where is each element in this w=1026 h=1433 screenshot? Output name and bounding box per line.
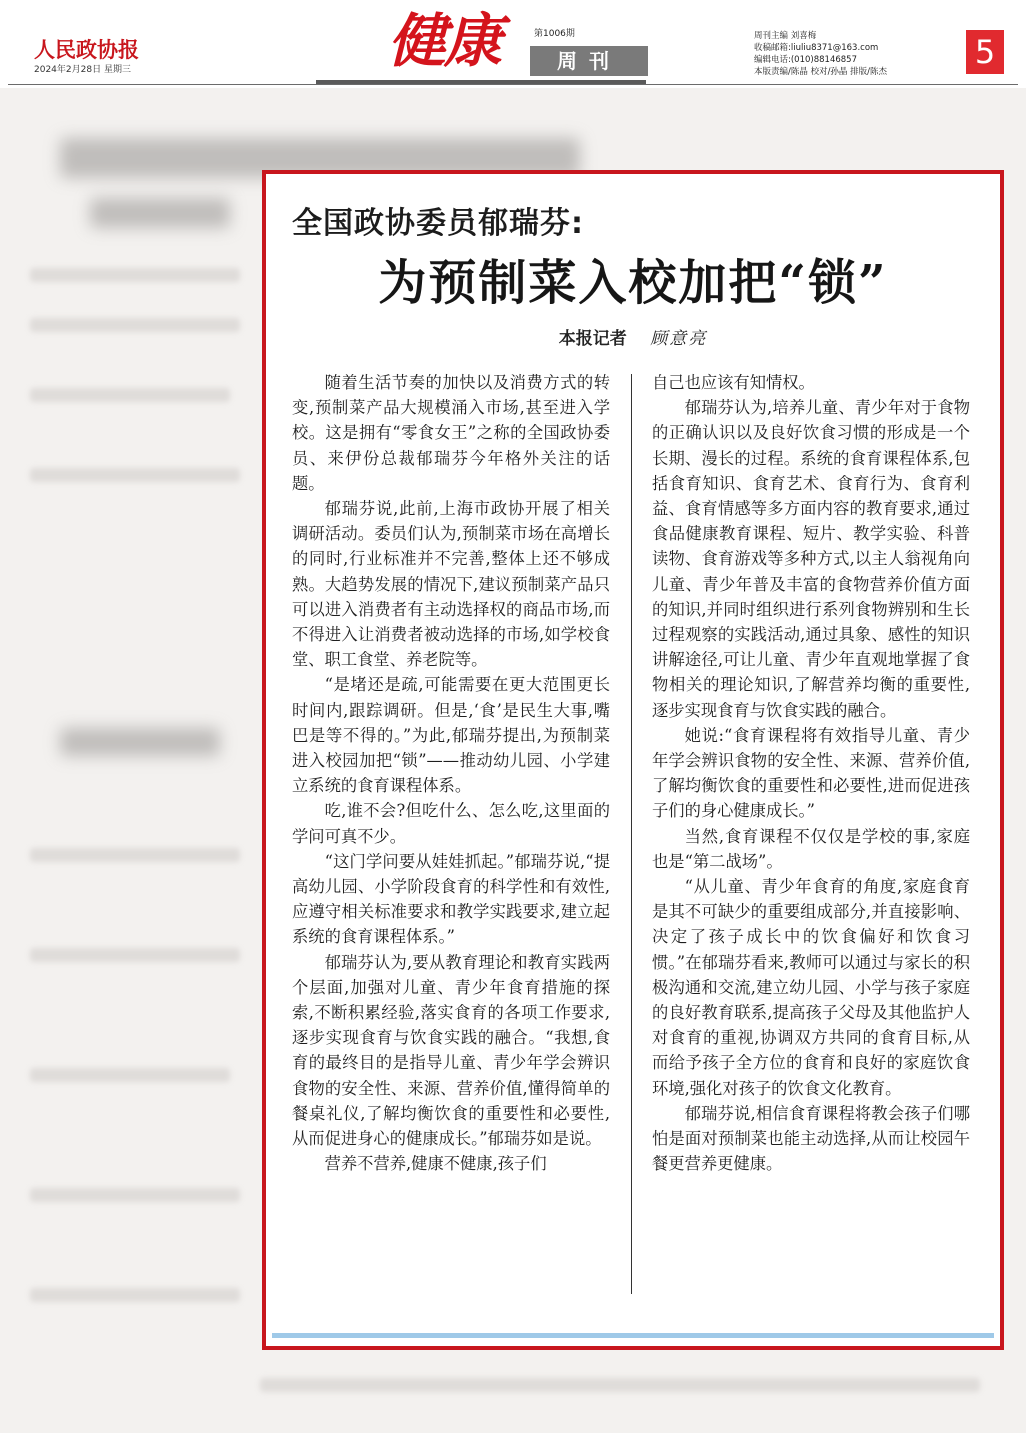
article-column-right — [652, 370, 970, 1177]
article-headline: 为预制菜入校加把“锁” — [378, 255, 888, 311]
byline-author: 顾意亮 — [650, 329, 708, 349]
column-divider — [631, 374, 632, 1294]
article-bottom-bar — [272, 1333, 994, 1338]
paper-date: 2024年2月28日 星期三 — [34, 65, 131, 75]
section-label: 周刊 — [530, 46, 648, 76]
credit-line: 周刊主编 刘喜梅 — [754, 31, 817, 41]
article-paragraph: 吃,谁不会?但吃什么、怎么吃,这里面的学问可真不少。 — [292, 801, 610, 846]
credit-line: 收稿邮箱:liuliu8371@163.com — [754, 43, 879, 53]
article-kicker: 全国政协委员郁瑞芬: — [292, 206, 584, 241]
blurred-headline — [60, 728, 220, 756]
article-paragraph: 营养不营养,健康不健康,孩子们 — [324, 1154, 547, 1174]
blurred-headline — [90, 198, 230, 228]
article-paragraph: 郁瑞芬说,此前,上海市政协开展了相关调研活动。委员们认为,预制菜市场在高增长的同时,行业标准并不完善,整体上还不够成熟。大趋势发展的情况下,建议预制菜产品只可以进入消费者有主动选择权的商品市场,而不得进入让消费者被动选择的市场,如学校食堂、职工食堂、养老院等。 — [292, 499, 610, 670]
section-banner — [316, 6, 646, 84]
banner-title: 健康 — [388, 7, 501, 75]
issue-number: 第1006期 — [534, 29, 575, 39]
article-paragraph: “这门学问要从娃娃抓起。”郁瑞芬说,“提高幼儿园、小学阶段食育的科学性和有效性,应遵守相关标准要求和教学实践要求,建立起系统的食育课程体系。” — [292, 851, 610, 947]
blurred-text — [260, 1378, 980, 1392]
article-byline — [266, 324, 1000, 349]
credit-line: 本版责编/陈晶 校对/孙晶 排版/陈杰 — [754, 67, 887, 77]
blurred-text — [30, 1188, 240, 1202]
paper-name: 人民政协报 — [34, 37, 139, 62]
article-paragraph: 她说:“食育课程将有效指导儿童、青少年学会辨识食物的安全性、来源、营养价值,了解均衡饮食的重要性和必要性,进而促进孩子们的身心健康成长。” — [652, 725, 970, 821]
masthead-rule — [8, 84, 1018, 85]
blurred-text — [30, 848, 240, 862]
article-paragraph: 郁瑞芬认为,要从教育理论和教育实践两个层面,加强对儿童、青少年食育措施的探索,不断积累经验,落实食育的各项工作要求,逐步实现食育与饮食实践的融合。“我想,食育的最终目的是指导儿童、青少年学会辨识食物的安全性、来源、营养价值,懂得简单的餐桌礼仪,了解均衡饮食的重要性和必要性,从而促进身心的健康成长。”郁瑞芬如是说。 — [292, 952, 610, 1149]
article-paragraph: “是堵还是疏,可能需要在更大范围更长时间内,跟踪调研。但是,‘食’是民生大事,嘴巴是等不得的。”为此,郁瑞芬提出,为预制菜进入校园加把“锁”——推动幼儿园、小学建立系统的食育课程体系。 — [292, 675, 610, 796]
article-paragraph: 当然,食育课程不仅仅是学校的事,家庭也是“第二战场”。 — [652, 826, 970, 871]
blurred-text — [30, 1068, 230, 1082]
masthead — [0, 0, 1026, 88]
article-paragraph: 随着生活节奏的加快以及消费方式的转变,预制菜产品大规模涌入市场,甚至进入学校。这是拥有“零食女王”之称的全国政协委员、来伊份总裁郁瑞芬今年格外关注的话题。 — [292, 373, 610, 493]
article-frame — [262, 170, 1004, 1350]
blurred-text — [30, 318, 240, 332]
blurred-text — [30, 388, 230, 402]
article-paragraph-continuation: 自己也应该有知情权。 — [652, 373, 815, 392]
page-number: 5 — [966, 30, 1004, 74]
editorial-credits — [754, 30, 887, 78]
blurred-text — [30, 268, 240, 282]
article-column-left — [292, 370, 610, 1177]
article-paragraph: 郁瑞芬说,相信食育课程将教会孩子们哪怕是面对预制菜也能主动选择,从而让校园午餐更营养更健康。 — [652, 1103, 970, 1174]
blurred-text — [30, 468, 240, 482]
article-paragraph: 郁瑞芬认为,培养儿童、青少年对于食物的正确认识以及良好饮食习惯的形成是一个长期、漫长的过程。系统的食育课程体系,包括食育知识、食育艺术、食育行为、食育利益、食育情感等多方面内容的教育要求,通过食品健康教育课程、短片、教学实验、科普读物、食育游戏等多种方式,以主人翁视角向儿童、青少年普及丰富的食物营养价值方面的知识,并同时组织进行系列食物辨别和生长过程观察的实践活动,通过具象、感性的知识讲解途径,可让儿童、青少年直观地掌握了食物相关的理论知识,了解营养均衡的重要性,逐步实现食育与饮食实践的融合。 — [652, 398, 970, 720]
blurred-text — [30, 948, 240, 962]
blurred-text — [30, 1288, 240, 1302]
byline-role: 本报记者 — [558, 329, 627, 349]
credit-line: 编辑电话:(010)88146857 — [754, 55, 857, 65]
article-paragraph: “从儿童、青少年食育的角度,家庭食育是其不可缺少的重要组成部分,并直接影响、决定了孩子成长中的饮食偏好和饮食习惯。”在郁瑞芬看来,教师可以通过与家长的积极沟通和交流,建立幼儿园、小学与孩子家庭的良好教育联系,提高孩子父母及其他监护人对食育的重视,协调双方共同的食育目标,从而给予孩子全方位的食育和良好的家庭饮食环境,强化对孩子的饮食文化教育。 — [652, 877, 970, 1098]
